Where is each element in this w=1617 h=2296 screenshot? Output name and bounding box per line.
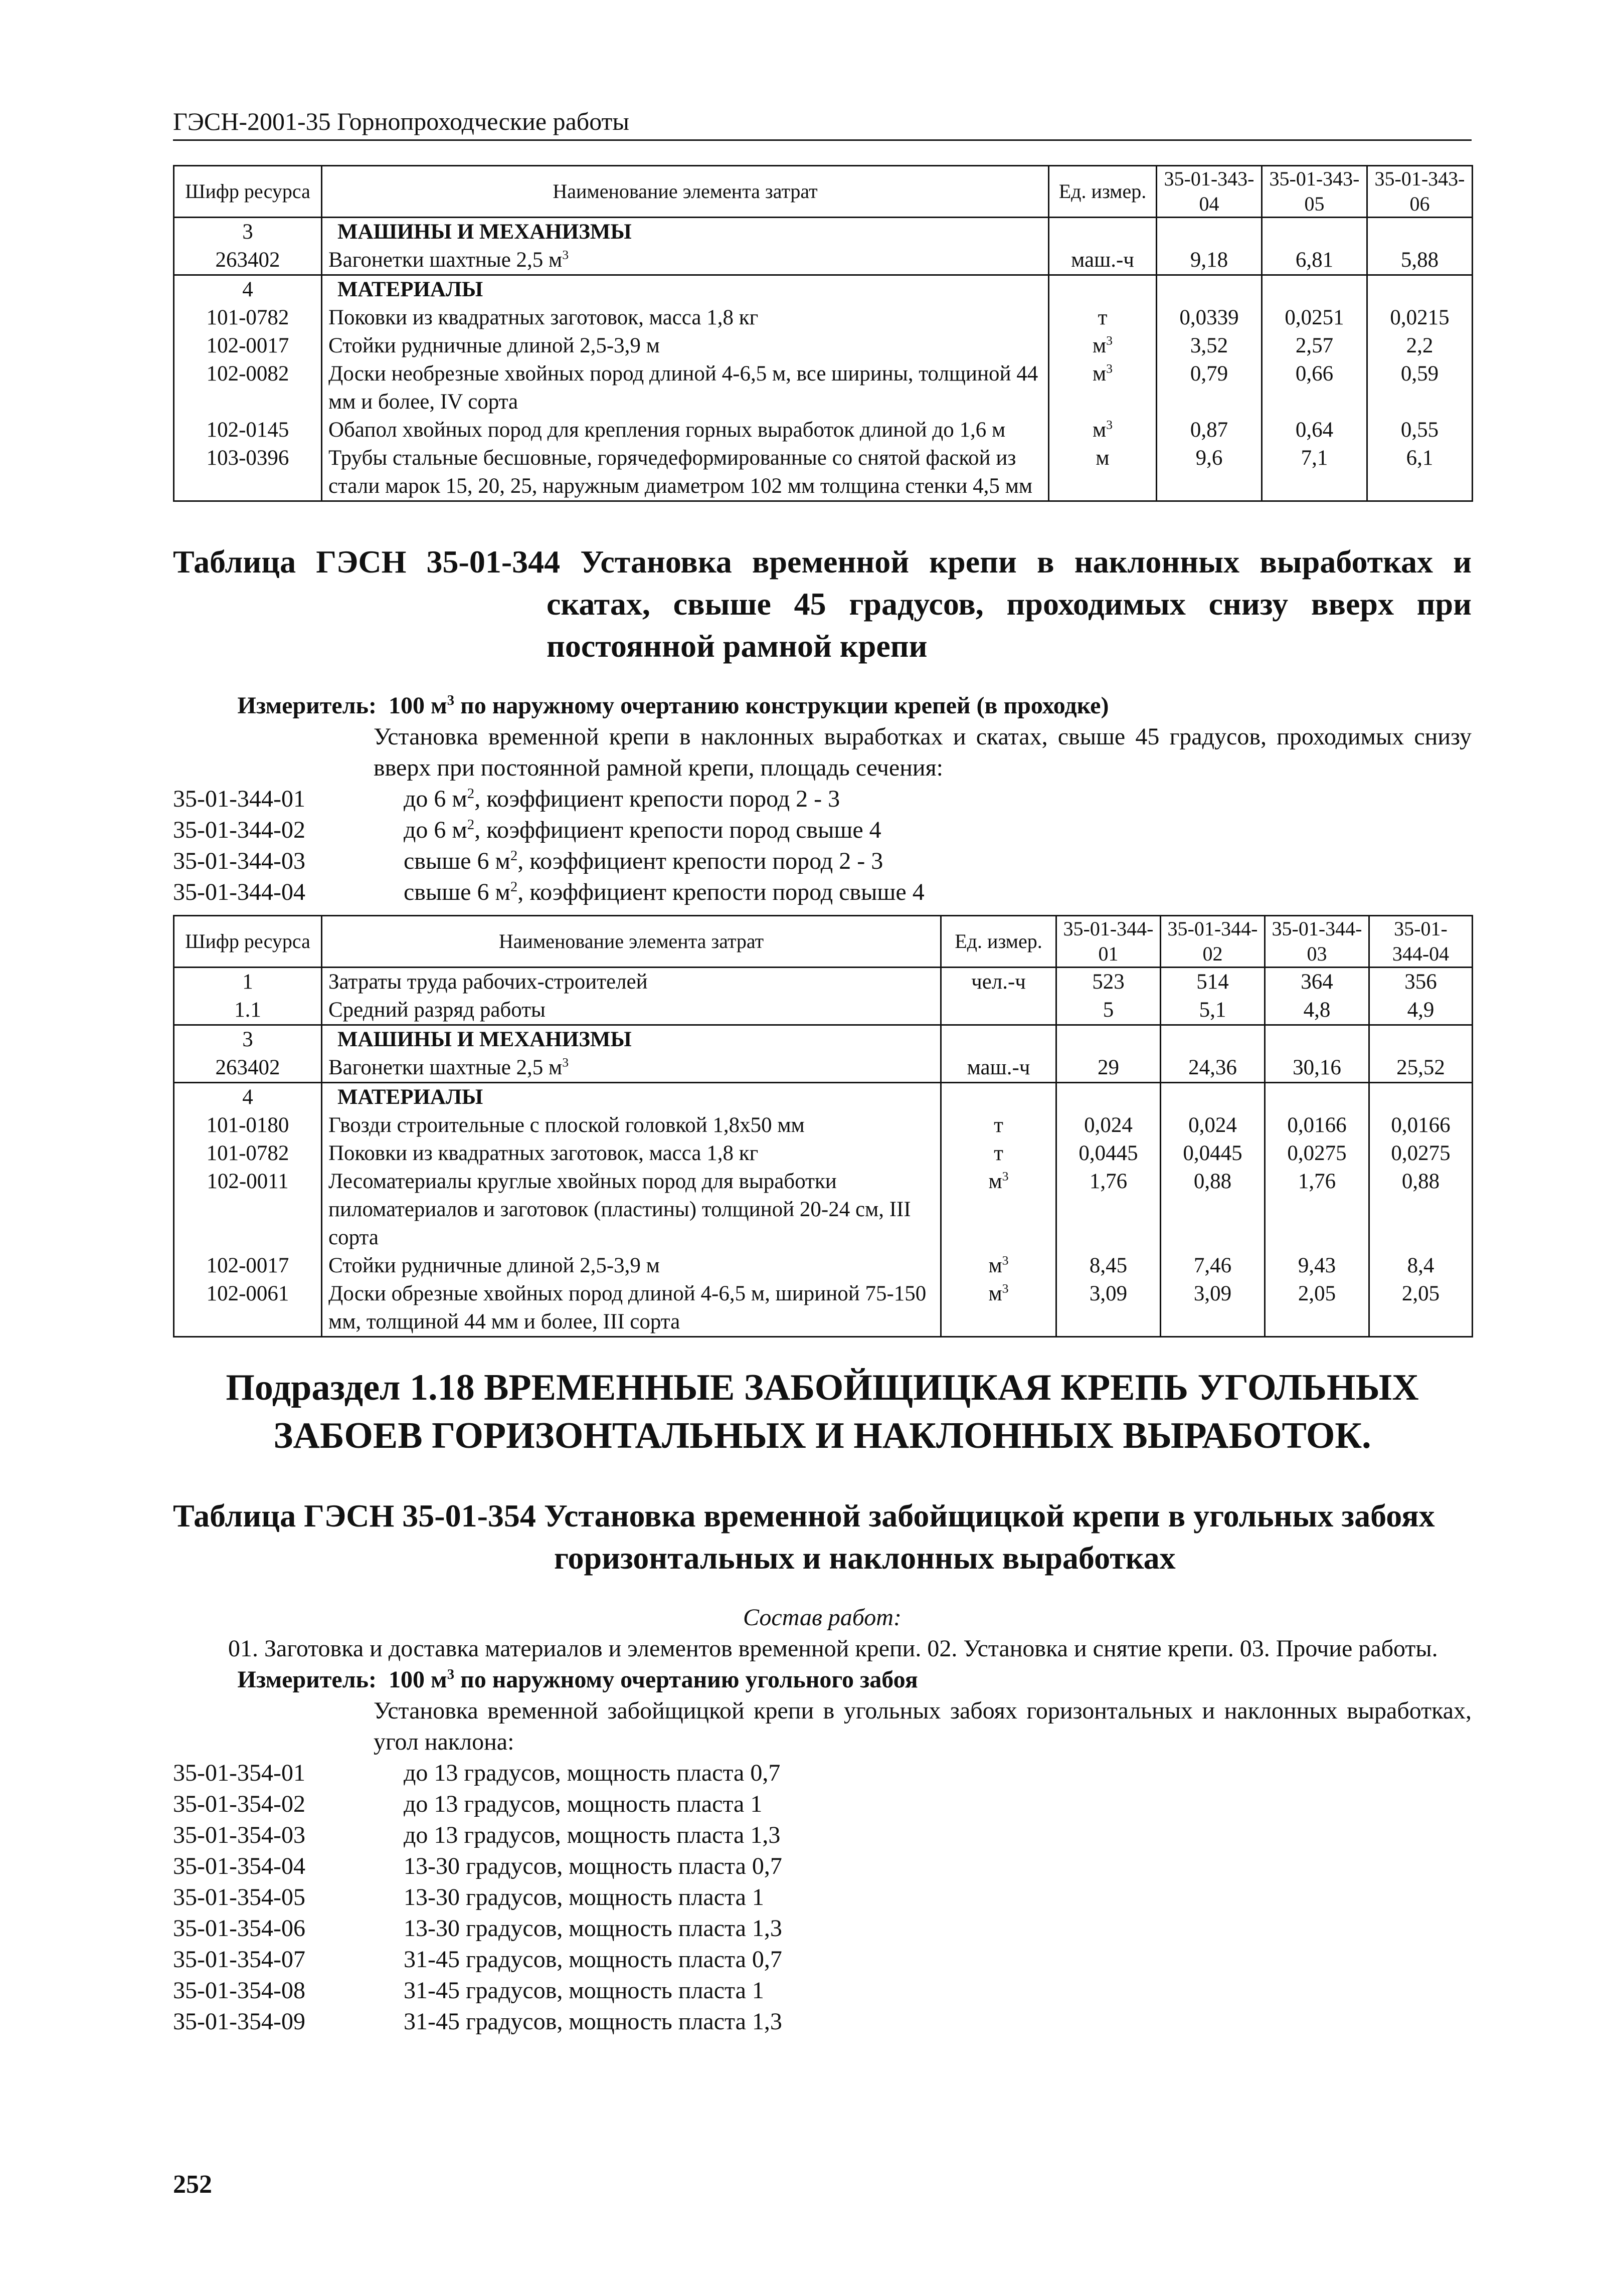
table-row — [174, 444, 1473, 501]
variant-text: 31-45 градусов, мощность пласта 1 — [404, 1977, 764, 2004]
variant-text: 13-30 градусов, мощность пласта 0,7 — [404, 1853, 782, 1879]
variant-text: свыше 6 $м^2$, коэффициент крепости пород 2 - 3 — [404, 848, 883, 874]
norm-value: 9,43 — [1265, 1252, 1369, 1280]
norm-value — [1161, 1083, 1265, 1112]
variant-code: 35-01-344-02 — [173, 817, 305, 843]
unit-cell: $м^3$ — [941, 1168, 1056, 1252]
unit-cell: маш.-ч — [941, 1054, 1056, 1083]
cost-element-name: Поковки из квадратных заготовок, масса 1,8 кг — [322, 1139, 941, 1168]
table-row — [174, 1054, 1473, 1083]
unit-cell: $м^3$ — [1049, 416, 1157, 444]
table-row — [174, 968, 1473, 997]
table-row — [174, 304, 1473, 332]
resource-table-344 — [173, 915, 1473, 1337]
norm-value: 3,52 — [1157, 332, 1262, 360]
unit-cell: $м^3$ — [941, 1280, 1056, 1337]
cost-element-name: Стойки рудничные длиной 2,5-3,9 м — [322, 332, 1049, 360]
norm-value: 7,1 — [1262, 444, 1367, 501]
resource-code: 3 — [174, 1025, 322, 1054]
norm-value: 0,88 — [1161, 1168, 1265, 1252]
variant-code: 35-01-354-08 — [173, 1977, 305, 2004]
cost-element-name: Трубы стальные бесшовные, горячедеформированные со снятой фаской из стали марок 15, 20, 25, наружным диаметром 102 мм толщина стенки 4,5 мм — [322, 444, 1049, 501]
unit-cell: маш.-ч — [1049, 246, 1157, 275]
cost-element-name: МАШИНЫ И МЕХАНИЗМЫ — [322, 1025, 941, 1054]
variant-text: до 6 $м^2$, коэффициент крепости пород свыше 4 — [404, 817, 881, 843]
norm-value: 0,55 — [1367, 416, 1473, 444]
norm-value: 1,76 — [1265, 1168, 1369, 1252]
resource-code: 3 — [174, 218, 322, 247]
resource-code: 1.1 — [174, 996, 322, 1025]
table-row — [174, 1280, 1473, 1337]
norm-value: 6,1 — [1367, 444, 1473, 501]
unit-cell: $м^3$ — [941, 1252, 1056, 1280]
variant-text: 31-45 градусов, мощность пласта 1,3 — [404, 2008, 782, 2035]
col-header-unit: Ед. измер. — [1049, 166, 1157, 218]
resource-code: 102-0017 — [174, 332, 322, 360]
unit-cell — [1049, 218, 1157, 247]
col-header-norm: 35-01-343-05 — [1262, 166, 1367, 218]
meter-text: 100 $м^3$ по наружному очертанию конструкции крепей (в проходке) — [389, 692, 1109, 719]
table-row — [174, 246, 1473, 275]
page-number: 252 — [173, 2170, 212, 2199]
norm-value — [1157, 275, 1262, 304]
resource-code: 102-0061 — [174, 1280, 322, 1337]
norm-value: 30,16 — [1265, 1054, 1369, 1083]
norm-value: 2,2 — [1367, 332, 1473, 360]
table-row — [174, 1083, 1473, 1112]
norm-value: 7,46 — [1161, 1252, 1265, 1280]
table-row — [174, 1025, 1473, 1054]
col-header-norm: 35-01-344-03 — [1265, 916, 1369, 968]
cost-element-name: Стойки рудничные длиной 2,5-3,9 м — [322, 1252, 941, 1280]
unit-cell: $м^3$ — [1049, 360, 1157, 416]
variant-code: 35-01-354-04 — [173, 1853, 305, 1879]
table-row — [174, 1111, 1473, 1139]
norm-value: 4,8 — [1265, 996, 1369, 1025]
norm-value: 2,05 — [1369, 1280, 1473, 1337]
norm-value: 25,52 — [1369, 1054, 1473, 1083]
norm-value: 9,18 — [1157, 246, 1262, 275]
norm-value: 1,76 — [1056, 1168, 1161, 1252]
cost-element-name: Доски необрезные хвойных пород длиной 4-6,5 м, все ширины, толщиной 44 мм и более, IV сорта — [322, 360, 1049, 416]
resource-code: 103-0396 — [174, 444, 322, 501]
norm-value: 2,57 — [1262, 332, 1367, 360]
cost-element-name: Доски обрезные хвойных пород длиной 4-6,5 м, шириной 75-150 мм, толщиной 44 мм и более, III сорта — [322, 1280, 941, 1337]
variant-code: 35-01-354-02 — [173, 1791, 305, 1817]
meter-line — [173, 1664, 1472, 1695]
norm-value: 0,024 — [1161, 1111, 1265, 1139]
norm-value: 8,45 — [1056, 1252, 1161, 1280]
unit-cell — [941, 1025, 1056, 1054]
variant-text: 13-30 градусов, мощность пласта 1 — [404, 1884, 764, 1910]
norm-value — [1056, 1025, 1161, 1054]
table-row — [174, 275, 1473, 304]
variant-text: до 13 градусов, мощность пласта 0,7 — [404, 1760, 781, 1786]
cost-element-name: МАШИНЫ И МЕХАНИЗМЫ — [322, 218, 1049, 247]
norm-value — [1265, 1025, 1369, 1054]
cost-element-name: Затраты труда рабочих-строителей — [322, 968, 941, 997]
variant-text: 31-45 градусов, мощность пласта 0,7 — [404, 1946, 782, 1973]
resource-code: 102-0145 — [174, 416, 322, 444]
col-header-norm: 35-01-343-04 — [1157, 166, 1262, 218]
list-item — [173, 2006, 1472, 2037]
variant-text: свыше 6 $м^2$, коэффициент крепости пород свыше 4 — [404, 879, 925, 905]
unit-cell — [941, 996, 1056, 1025]
variant-code: 35-01-344-03 — [173, 848, 305, 874]
table-row — [174, 1252, 1473, 1280]
col-header-code: Шифр ресурса — [174, 166, 322, 218]
norm-value — [1369, 1083, 1473, 1112]
cost-element-name: МАТЕРИАЛЫ — [322, 1083, 941, 1112]
list-item — [173, 1851, 1472, 1882]
unit-cell: $м^3$ — [1049, 332, 1157, 360]
norm-value — [1265, 1083, 1369, 1112]
norm-value — [1056, 1083, 1161, 1112]
variant-list — [173, 784, 1472, 908]
norm-value: 6,81 — [1262, 246, 1367, 275]
resource-code: 101-0180 — [174, 1111, 322, 1139]
col-header-unit: Ед. измер. — [941, 916, 1056, 968]
norm-value: 3,09 — [1056, 1280, 1161, 1337]
list-item — [173, 846, 1472, 877]
variant-code: 35-01-344-04 — [173, 879, 305, 905]
col-header-name: Наименование элемента затрат — [322, 916, 941, 968]
norm-value: 0,0445 — [1161, 1139, 1265, 1168]
resource-code: 102-0011 — [174, 1168, 322, 1252]
cost-element-name: Средний разряд работы — [322, 996, 941, 1025]
variant-code: 35-01-354-05 — [173, 1884, 305, 1910]
resource-code: 101-0782 — [174, 304, 322, 332]
col-header-norm: 35-01-344-01 — [1056, 916, 1161, 968]
variant-text: до 6 $м^2$, коэффициент крепости пород 2 - 3 — [404, 786, 840, 812]
resource-code: 102-0017 — [174, 1252, 322, 1280]
col-header-norm: 35-01-344-02 — [1161, 916, 1265, 968]
list-item — [173, 815, 1472, 846]
norm-value: 0,79 — [1157, 360, 1262, 416]
norm-value: 8,4 — [1369, 1252, 1473, 1280]
unit-cell: т — [941, 1111, 1056, 1139]
table-title-344: Таблица ГЭСН 35-01-344 Установка временной крепи в наклонных выработках и скатах, свыше 45 градусов, проходимых снизу вверх при постоянной рамной крепи — [173, 544, 1472, 664]
norm-value: 364 — [1265, 968, 1369, 997]
norm-value: 29 — [1056, 1054, 1161, 1083]
norm-value — [1367, 218, 1473, 247]
meter-label: Измеритель: — [237, 692, 377, 719]
norm-value — [1157, 218, 1262, 247]
unit-cell — [941, 1083, 1056, 1112]
norm-value: 2,05 — [1265, 1280, 1369, 1337]
variant-description: Установка временной забойщицкой крепи в угольных забоях горизонтальных и наклонных выработках, угол наклона: — [374, 1697, 1472, 1755]
table-row — [174, 360, 1473, 416]
cost-element-name: Поковки из квадратных заготовок, масса 1,8 кг — [322, 304, 1049, 332]
variant-code: 35-01-354-07 — [173, 1946, 305, 1973]
list-item — [173, 1758, 1472, 1789]
list-item — [173, 877, 1472, 908]
variant-list — [173, 1758, 1472, 2037]
table2-body — [174, 968, 1473, 1337]
cost-element-name: Вагонетки шахтные 2,5 $м^3$ — [322, 1054, 941, 1083]
unit-cell — [1049, 275, 1157, 304]
work-composition-text: 01. Заготовка и доставка материалов и элементов временной крепи. 02. Установка и снятие крепи. 03. Прочие работы. — [228, 1635, 1438, 1662]
resource-code: 263402 — [174, 246, 322, 275]
resource-code: 1 — [174, 968, 322, 997]
norm-value: 5,1 — [1161, 996, 1265, 1025]
norm-value: 24,36 — [1161, 1054, 1265, 1083]
norm-value: 0,59 — [1367, 360, 1473, 416]
norm-value: 5,88 — [1367, 246, 1473, 275]
variant-description: Установка временной крепи в наклонных выработках и скатах, свыше 45 градусов, проходимых снизу вверх при постоянной рамной крепи, площадь сечения: — [374, 723, 1472, 781]
page — [173, 105, 1472, 2037]
unit-cell: т — [941, 1139, 1056, 1168]
table-row — [174, 1168, 1473, 1252]
variant-text: до 13 градусов, мощность пласта 1,3 — [404, 1822, 781, 1848]
table-row — [174, 332, 1473, 360]
cost-element-name: Обапол хвойных пород для крепления горных выработок длиной до 1,6 м — [322, 416, 1049, 444]
norm-value — [1367, 275, 1473, 304]
meter-line — [173, 690, 1472, 721]
norm-value: 0,0445 — [1056, 1139, 1161, 1168]
table-row — [174, 416, 1473, 444]
norm-value: 514 — [1161, 968, 1265, 997]
col-header-norm: 35-01-344-04 — [1369, 916, 1473, 968]
norm-value: 0,88 — [1369, 1168, 1473, 1252]
norm-value — [1161, 1025, 1265, 1054]
norm-value: 0,0215 — [1367, 304, 1473, 332]
list-item — [173, 784, 1472, 815]
variant-text: 13-30 градусов, мощность пласта 1,3 — [404, 1915, 782, 1942]
table-row — [174, 218, 1473, 247]
resource-code: 102-0082 — [174, 360, 322, 416]
list-item — [173, 1882, 1472, 1913]
col-header-code: Шифр ресурса — [174, 916, 322, 968]
norm-value: 0,0275 — [1265, 1139, 1369, 1168]
resource-table-343 — [173, 165, 1473, 502]
norm-value: 356 — [1369, 968, 1473, 997]
table1-body — [174, 218, 1473, 501]
list-item — [173, 1789, 1472, 1820]
norm-value: 0,0166 — [1369, 1111, 1473, 1139]
norm-value — [1262, 275, 1367, 304]
unit-cell: м — [1049, 444, 1157, 501]
variant-code: 35-01-354-03 — [173, 1822, 305, 1848]
list-item — [173, 1913, 1472, 1944]
cost-element-name: Гвозди строительные с плоской головкой 1,8х50 мм — [322, 1111, 941, 1139]
running-header: ГЭСН-2001-35 Горнопроходческие работы — [173, 105, 1472, 141]
norm-value: 0,64 — [1262, 416, 1367, 444]
norm-value: 0,024 — [1056, 1111, 1161, 1139]
unit-cell: чел.-ч — [941, 968, 1056, 997]
unit-cell: т — [1049, 304, 1157, 332]
list-item — [173, 1944, 1472, 1975]
meter-label: Измеритель: — [237, 1666, 377, 1693]
col-header-name: Наименование элемента затрат — [322, 166, 1049, 218]
resource-code: 263402 — [174, 1054, 322, 1083]
norm-value: 0,66 — [1262, 360, 1367, 416]
list-item — [173, 1975, 1472, 2006]
norm-value: 5 — [1056, 996, 1161, 1025]
variant-code: 35-01-354-06 — [173, 1915, 305, 1942]
work-composition-label: Состав работ: — [743, 1604, 902, 1631]
norm-value — [1369, 1025, 1473, 1054]
variant-code: 35-01-354-09 — [173, 2008, 305, 2035]
table-row — [174, 1139, 1473, 1168]
norm-value: 0,0339 — [1157, 304, 1262, 332]
table-row — [174, 996, 1473, 1025]
norm-value: 9,6 — [1157, 444, 1262, 501]
norm-value: 0,0275 — [1369, 1139, 1473, 1168]
variant-code: 35-01-354-01 — [173, 1760, 305, 1786]
resource-code: 4 — [174, 275, 322, 304]
cost-element-name: Лесоматериалы круглые хвойных пород для выработки пиломатериалов и заготовок (пластины) толщиной 20-24 см, III сорта — [322, 1168, 941, 1252]
table-title-354: Таблица ГЭСН 35-01-354 Установка временной забойщицкой крепи в угольных забоях горизонтальных и наклонных выработках — [173, 1498, 1435, 1576]
norm-value: 0,87 — [1157, 416, 1262, 444]
norm-value: 3,09 — [1161, 1280, 1265, 1337]
norm-value: 0,0166 — [1265, 1111, 1369, 1139]
norm-value: 0,0251 — [1262, 304, 1367, 332]
cost-element-name: Вагонетки шахтные 2,5 $м^3$ — [322, 246, 1049, 275]
resource-code: 4 — [174, 1083, 322, 1112]
variant-code: 35-01-344-01 — [173, 786, 305, 812]
meter-text: 100 $м^3$ по наружному очертанию угольного забоя — [389, 1666, 918, 1693]
cost-element-name: МАТЕРИАЛЫ — [322, 275, 1049, 304]
section-title: Подраздел 1.18 ВРЕМЕННЫЕ ЗАБОЙЩИЦКАЯ КРЕПЬ УГОЛЬНЫХ ЗАБОЕВ ГОРИЗОНТАЛЬНЫХ И НАКЛОННЫХ ВЫРАБОТОК. — [226, 1367, 1419, 1456]
norm-value — [1262, 218, 1367, 247]
variant-text: до 13 градусов, мощность пласта 1 — [404, 1791, 763, 1817]
norm-value: 4,9 — [1369, 996, 1473, 1025]
norm-value: 523 — [1056, 968, 1161, 997]
col-header-norm: 35-01-343-06 — [1367, 166, 1473, 218]
list-item — [173, 1820, 1472, 1851]
resource-code: 101-0782 — [174, 1139, 322, 1168]
